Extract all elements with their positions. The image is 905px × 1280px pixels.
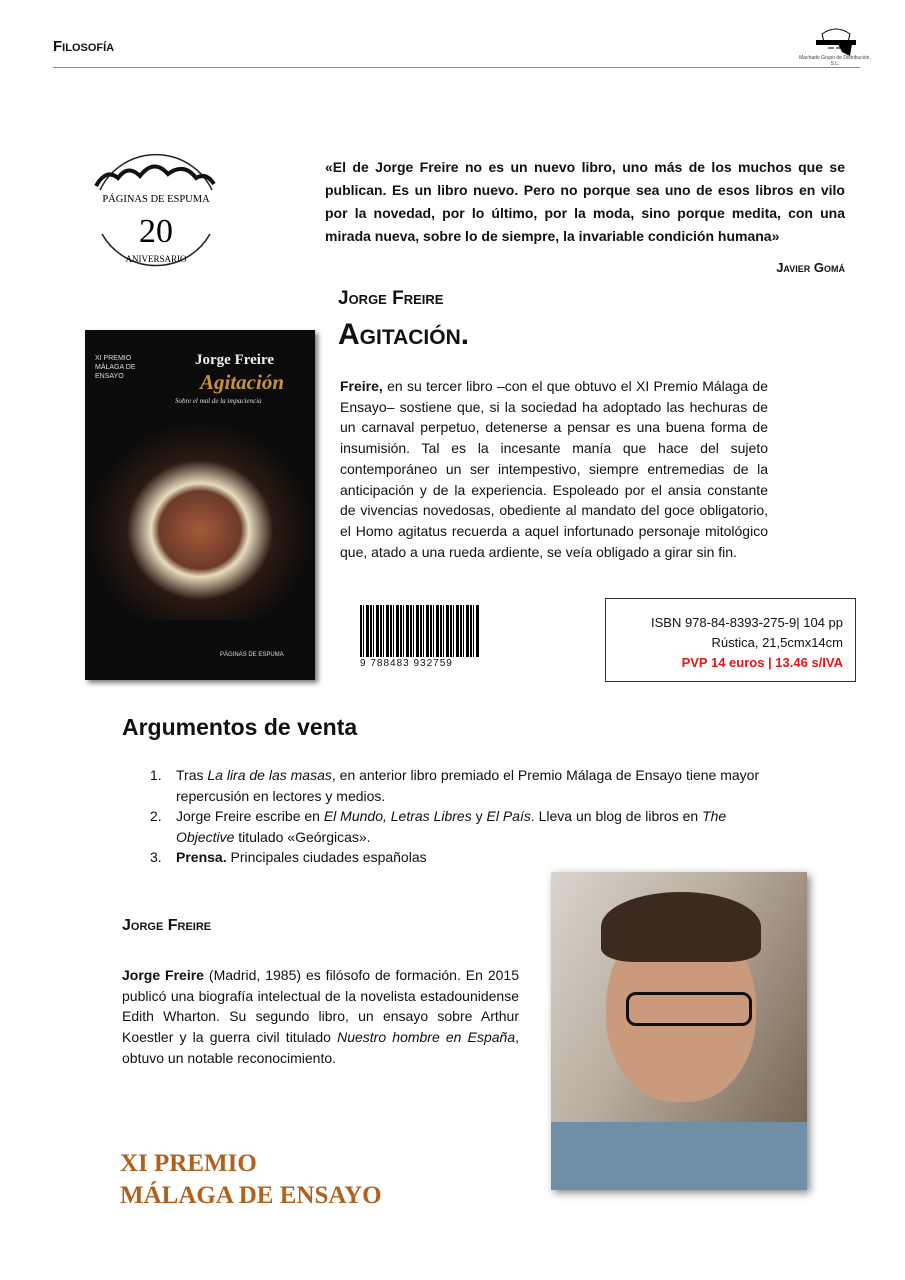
- publisher-name: Páginas de Espuma: [102, 194, 210, 205]
- barcode-number: 9 788483 932759: [360, 658, 453, 669]
- distributor-name: Machado Grupo de Distribución, S.L.: [799, 55, 871, 67]
- hair-shape: [601, 892, 761, 962]
- barcode-bars: [360, 605, 480, 657]
- review-quote: «El de Jorge Freire no es un nuevo libro, uno más de los muchos que se publican. Es un libro nuevo. Pero no porque sea uno de esos libros en vilo por la novedad, por lo último, por la moda, sino porque medita, con una mirada nueva, sobre lo de siempre, la invariable condición humana»: [325, 159, 845, 244]
- anniversary-number: 20: [139, 213, 173, 250]
- cover-author: Jorge Freire: [195, 352, 274, 368]
- cover-painting: [85, 420, 315, 620]
- selling-points-list: [150, 765, 770, 868]
- section-title: Filosofía: [53, 38, 115, 55]
- cover-publisher: PÁGINAS DE ESPUMA: [220, 652, 284, 658]
- list-item: 2. Jorge Freire escribe en El Mundo, Letras Libres y El País. Lleva un blog de libros en The Objective titulado «Geórgicas».: [150, 808, 727, 845]
- price: PVP 14 euros | 13.46 s/IVA: [681, 655, 843, 670]
- description-lead: Freire,: [340, 378, 383, 394]
- book-details-box: [605, 598, 856, 682]
- cover-prize: XI PREMIO MÁLAGA DE ENSAYO: [95, 355, 136, 380]
- isbn: ISBN 978-84-8393-275-9| 104 pp: [650, 615, 843, 630]
- author-photo: [551, 872, 807, 1190]
- shirt-shape: [551, 1122, 807, 1190]
- list-item: 3. Prensa. Principales ciudades españolas: [150, 849, 427, 865]
- header-divider: [53, 67, 860, 68]
- book-cover: [85, 330, 315, 680]
- description-text: en su tercer libro –con el que obtuvo el XI Premio Málaga de Ensayo– sostiene que, si la sociedad ha adoptado las hechuras de un carnaval perpetuo, detenerse a pensar es una buena forma de insumisión. Tal es la incesante manía que hace del sujeto contemporáneo un ser intempestivo, siempre entremedias de la anticipación y de la experiencia. Espoleado por el ansia constante de vivencias novedosas, obediente al mandato del goce obligatorio, el Homo agitatus recuerda a aquel infortunado personaje mitológico que, atado a una rueda ardiente, se veía obligado a girar sin fin.: [340, 378, 768, 560]
- format: Rústica, 21,5cmx14cm: [711, 635, 843, 650]
- prize-line-1: XI PREMIO: [120, 1150, 257, 1177]
- prize-line-2: MÁLAGA DE ENSAYO: [120, 1182, 382, 1209]
- barcode: [360, 605, 480, 675]
- cover-title: Agitación: [200, 370, 285, 394]
- book-author: Jorge Freire: [338, 288, 444, 309]
- anniversary-label: Aniversario: [125, 254, 187, 264]
- quote-author: Javier Gomá: [776, 260, 845, 275]
- glasses-shape: [626, 992, 752, 1026]
- book-description: [340, 376, 768, 562]
- prize-title: [120, 1148, 382, 1212]
- book-title: Agitación.: [338, 318, 470, 351]
- selling-points-heading: Argumentos de venta: [122, 714, 358, 740]
- cover-subtitle: Sobre el mal de la impaciencia: [175, 397, 262, 405]
- publisher-logo: [88, 138, 224, 278]
- list-item: 1. Tras La lira de las masas, en anterior libro premiado el Premio Málaga de Ensayo tiene mayor repercusión en lectores y medios.: [150, 767, 760, 804]
- bio-heading: Jorge Freire: [122, 917, 212, 934]
- author-bio: Jorge Freire (Madrid, 1985) es filósofo de formación. En 2015 publicó una biografía intelectual de la novelista estadounidense Edith Wharton. Su segundo libro, un ensayo sobre Arthur Koestler y la guerra civil titulado Nuestro hombre en España, obtuvo un notable reconocimiento.: [122, 967, 519, 1066]
